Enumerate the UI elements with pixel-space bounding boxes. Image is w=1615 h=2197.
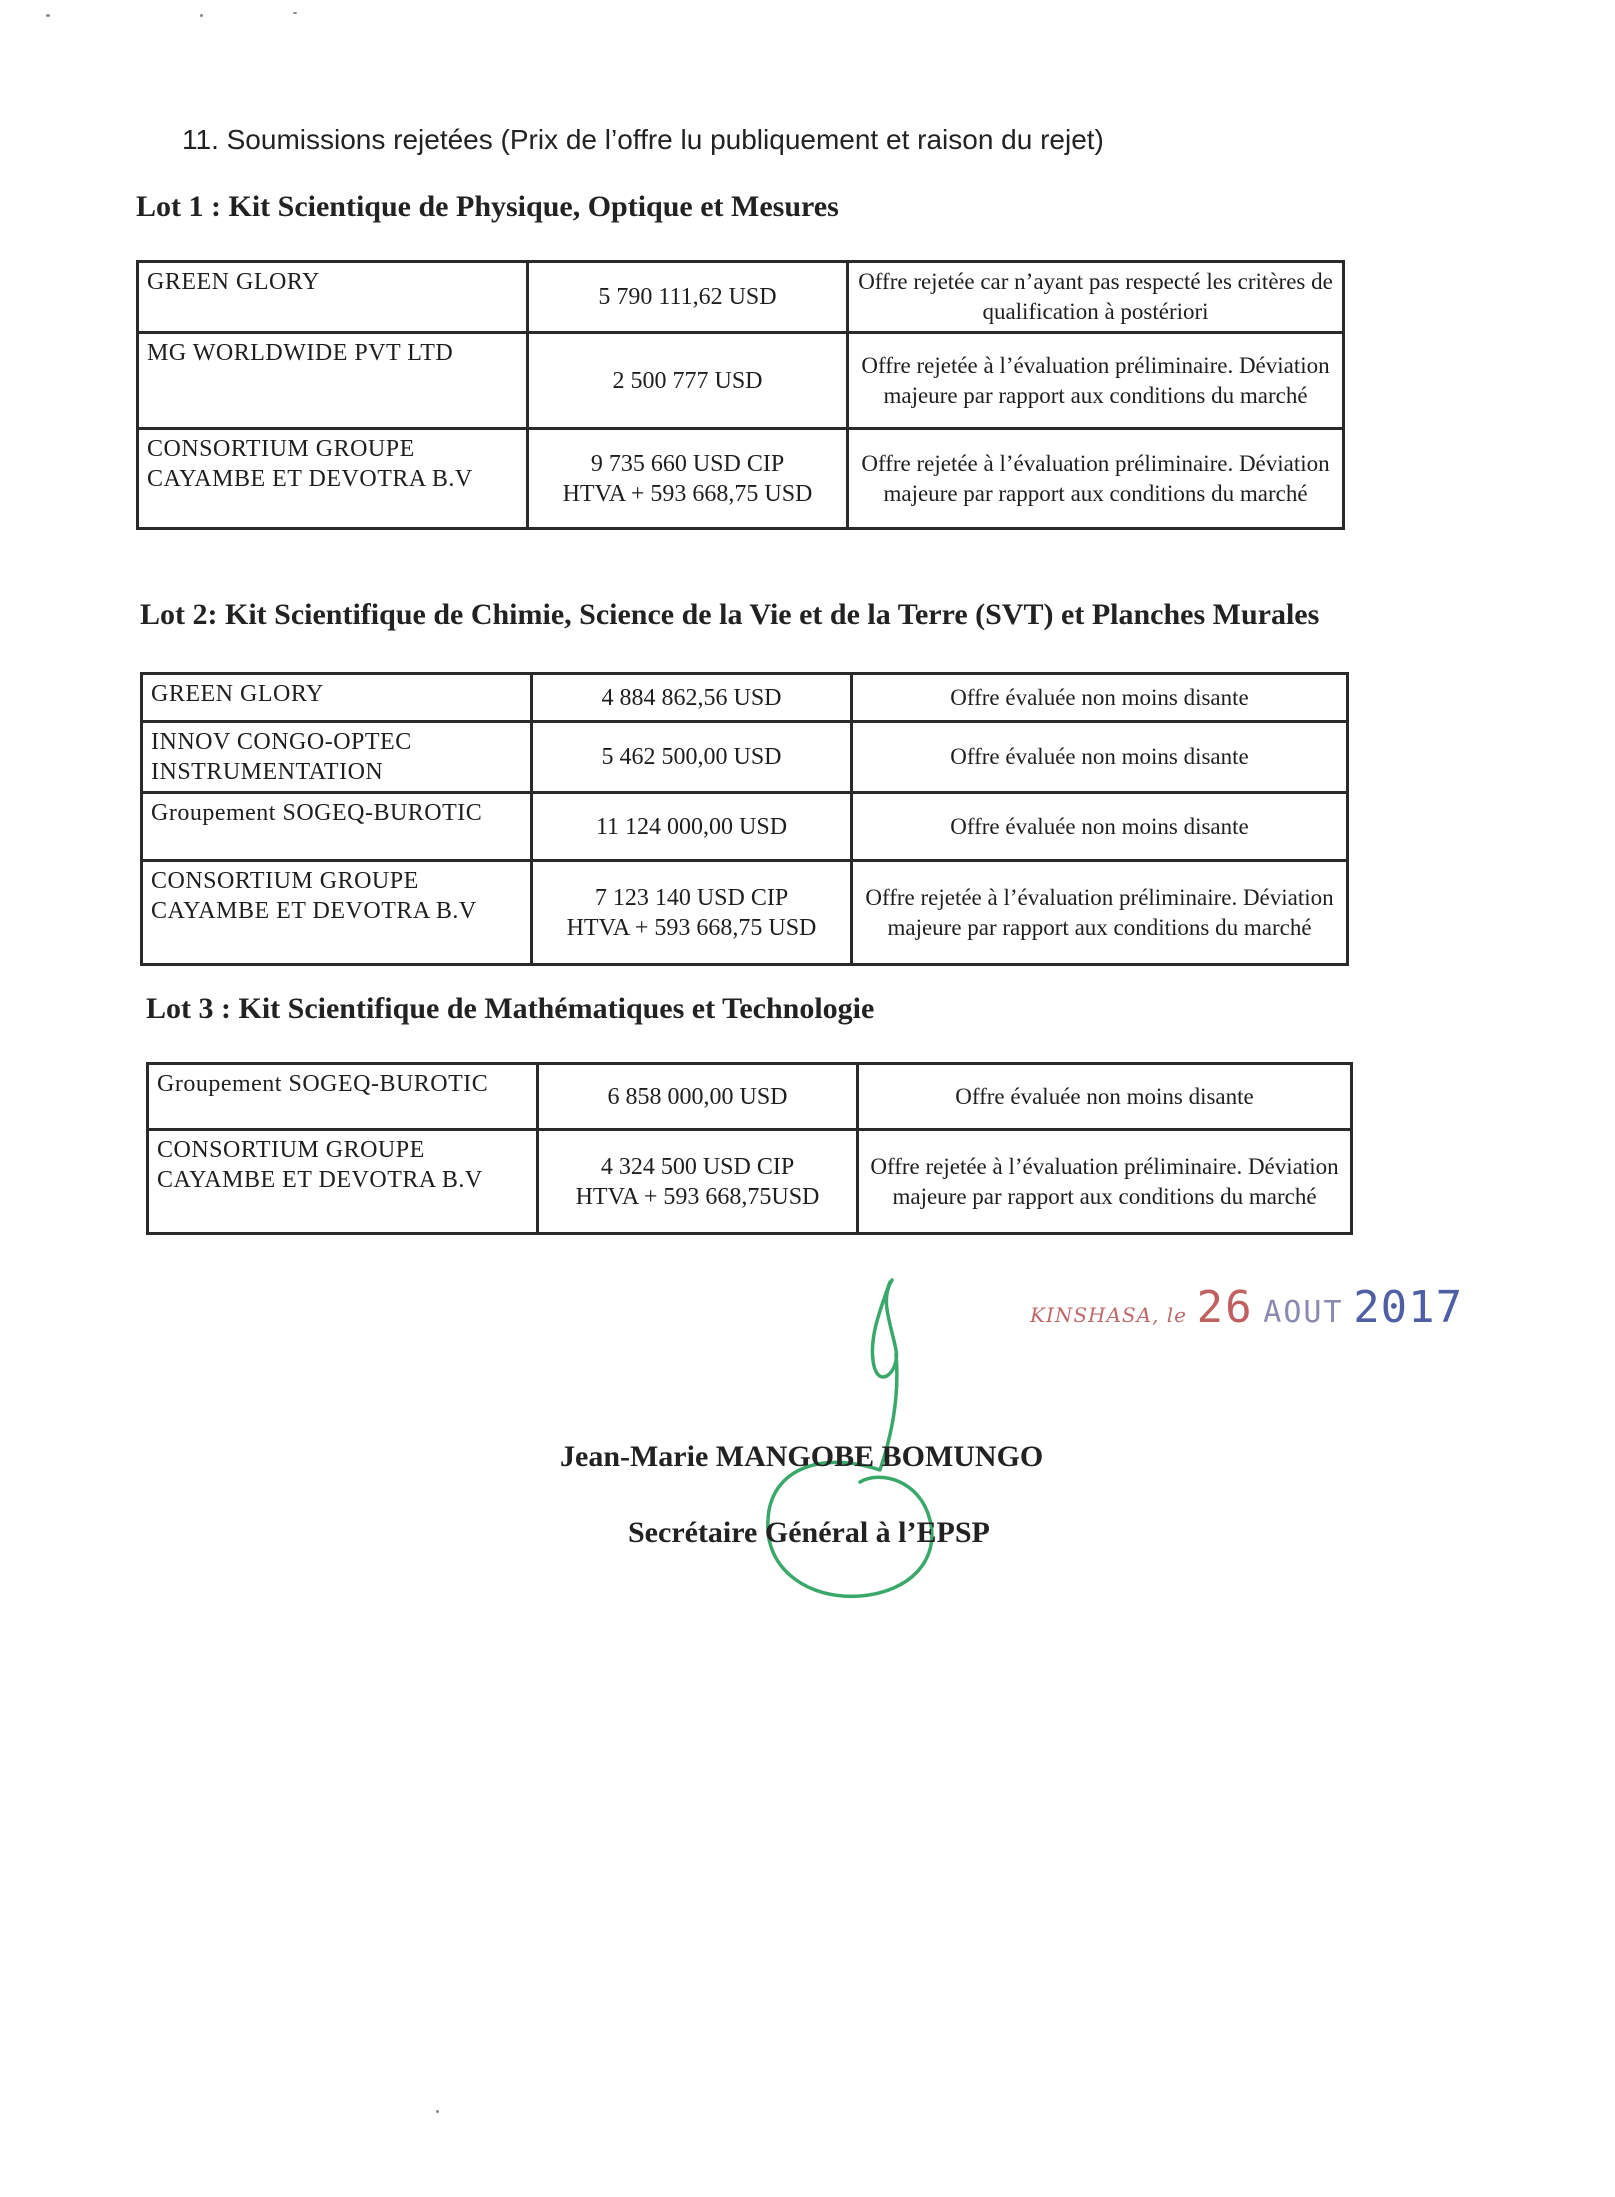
table-row (148, 1130, 1352, 1234)
reason-cell: Offre rejetée à l’évaluation préliminaire. Déviation majeure par rapport aux conditions du marché (848, 429, 1344, 529)
stamp-month: AOUT (1263, 1295, 1344, 1330)
price-cell: 4 324 500 USD CIP HTVA + 593 668,75USD (538, 1130, 858, 1234)
bidder-cell: MG WORLDWIDE PVT LTD (138, 333, 528, 429)
reason-cell: Offre évaluée non moins disante (858, 1064, 1352, 1130)
lot-3-title: Lot 3 : Kit Scientifique de Mathématiques et Technologie (146, 992, 875, 1025)
lot-3-table (146, 1062, 1353, 1235)
signatory-title: Secrétaire Général à l’EPSP (628, 1516, 990, 1549)
bidder-cell: CONSORTIUM GROUPE CAYAMBE ET DEVOTRA B.V (142, 861, 532, 965)
price-cell: 2 500 777 USD (528, 333, 848, 429)
table-row (142, 674, 1348, 722)
lot-2-title: Lot 2: Kit Scientifique de Chimie, Science de la Vie et de la Terre (SVT) et Planches Murales (140, 598, 1320, 631)
table-row (142, 722, 1348, 793)
price-cell: 5 462 500,00 USD (532, 722, 852, 793)
price-cell: 7 123 140 USD CIP HTVA + 593 668,75 USD (532, 861, 852, 965)
bidder-cell: GREEN GLORY (142, 674, 532, 722)
scan-speck (46, 14, 50, 17)
price-cell: 6 858 000,00 USD (538, 1064, 858, 1130)
bidder-cell: CONSORTIUM GROUPE CAYAMBE ET DEVOTRA B.V (138, 429, 528, 529)
reason-cell: Offre évaluée non moins disante (852, 793, 1348, 861)
table-row (142, 861, 1348, 965)
date-stamp (1030, 1282, 1463, 1333)
signatory-name: Jean-Marie MANGOBE BOMUNGO (560, 1440, 1044, 1473)
bidder-cell: INNOV CONGO-OPTEC INSTRUMENTATION (142, 722, 532, 793)
price-cell: 4 884 862,56 USD (532, 674, 852, 722)
bidder-cell: Groupement SOGEQ-BUROTIC (142, 793, 532, 861)
bidder-cell: GREEN GLORY (138, 262, 528, 333)
scan-speck (293, 12, 297, 14)
reason-cell: Offre rejetée car n’ayant pas respecté les critères de qualification à postériori (848, 262, 1344, 333)
scan-speck (436, 2110, 439, 2113)
lot-1-title: Lot 1 : Kit Scientique de Physique, Optique et Mesures (136, 190, 839, 223)
table-row (142, 793, 1348, 861)
price-cell: 5 790 111,62 USD (528, 262, 848, 333)
section-heading: 11. Soumissions rejetées (Prix de l’offre lu publiquement et raison du rejet) (182, 124, 1104, 155)
lot-1-table (136, 260, 1345, 530)
reason-cell: Offre évaluée non moins disante (852, 674, 1348, 722)
stamp-year: 2017 (1353, 1282, 1464, 1333)
reason-cell: Offre rejetée à l’évaluation préliminaire. Déviation majeure par rapport aux conditions du marché (848, 333, 1344, 429)
bidder-cell: CONSORTIUM GROUPE CAYAMBE ET DEVOTRA B.V (148, 1130, 538, 1234)
reason-cell: Offre évaluée non moins disante (852, 722, 1348, 793)
reason-cell: Offre rejetée à l’évaluation préliminaire. Déviation majeure par rapport aux conditions du marché (858, 1130, 1352, 1234)
reason-cell: Offre rejetée à l’évaluation préliminaire. Déviation majeure par rapport aux conditions du marché (852, 861, 1348, 965)
table-row (148, 1064, 1352, 1130)
lot-2-table (140, 672, 1349, 966)
price-cell: 9 735 660 USD CIP HTVA + 593 668,75 USD (528, 429, 848, 529)
stamp-place: KINSHASA, le (1030, 1303, 1188, 1327)
table-row (138, 333, 1344, 429)
table-row (138, 429, 1344, 529)
price-cell: 11 124 000,00 USD (532, 793, 852, 861)
table-row (138, 262, 1344, 333)
stamp-day: 26 (1196, 1282, 1254, 1333)
bidder-cell: Groupement SOGEQ-BUROTIC (148, 1064, 538, 1130)
scan-speck (200, 14, 203, 17)
